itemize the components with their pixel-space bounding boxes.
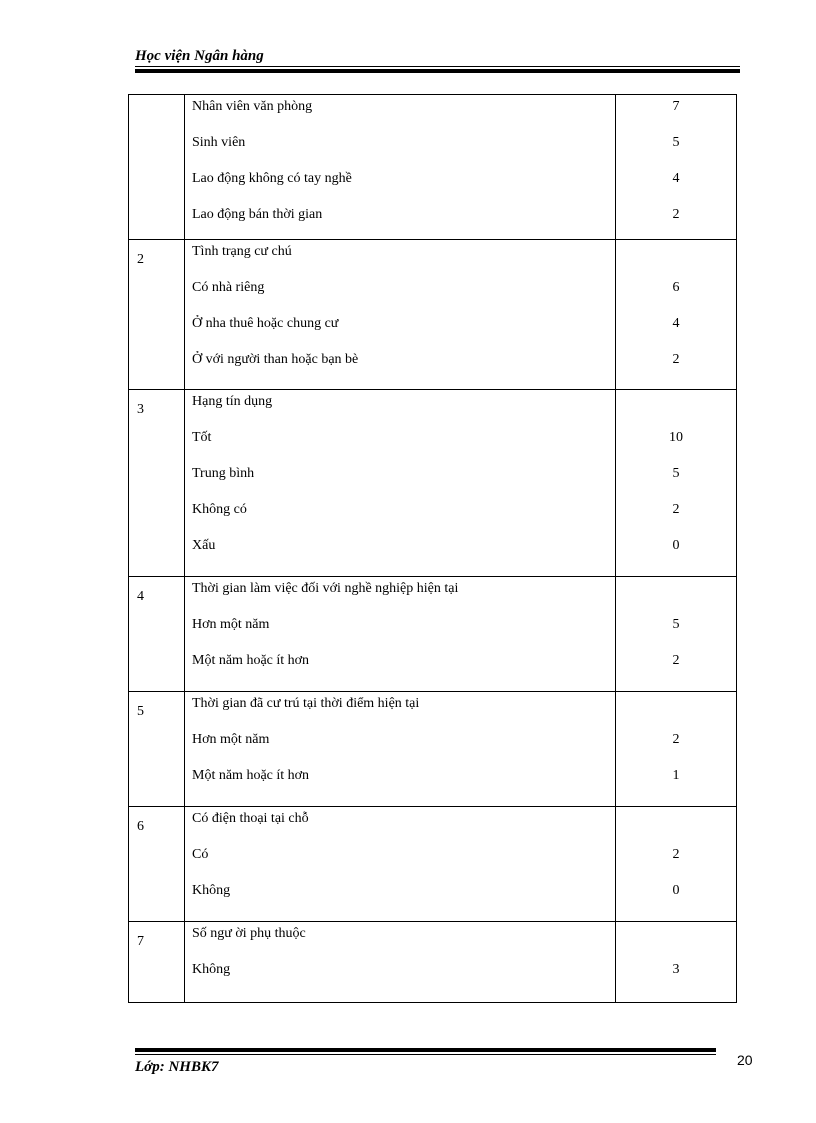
criterion-line: Sinh viên [192,135,246,150]
criterion-line: Trung bình [192,466,255,481]
score-value: 7 [672,99,680,114]
criterion-line: Hơn một năm [192,732,270,747]
score-value: 10 [669,430,683,445]
score-value [616,240,736,276]
criterion-line: Xấu [192,538,216,553]
table-row [129,577,737,692]
table-row [129,240,737,390]
score-value: 5 [672,466,680,481]
table-row [129,95,737,240]
score-value: 0 [672,538,680,553]
score-value: 2 [672,847,680,862]
score-cell [616,390,737,577]
criterion-line: Một năm hoặc ít hơn [192,768,310,783]
page-number: 20 [737,1052,753,1068]
score-value: 2 [672,732,680,747]
criterion-cell [185,240,616,390]
criterion-number: 3 [129,390,185,577]
criterion-line: Ở nha thuê hoặc chung cư [192,316,339,331]
criterion-line: Một năm hoặc ít hơn [192,653,310,668]
criterion-line: Thời gian làm việc đối với nghề nghiệp hiện tại [192,581,459,596]
criterion-number: 5 [129,692,185,807]
header-title: Học viện Ngân hàng [135,48,264,64]
header-rule [135,66,740,74]
criterion-line: Nhân viên văn phòng [192,99,313,114]
table-row [129,807,737,922]
score-cell [616,922,737,1003]
criterion-line: Không có [192,502,247,517]
criterion-cell [185,95,616,240]
scoring-table-body [129,95,737,1003]
criterion-line: Lao động không có tay nghề [192,171,352,186]
scoring-table [128,94,737,1003]
criterion-cell [185,692,616,807]
score-value [616,390,736,426]
score-value [616,692,736,728]
criterion-number: 2 [129,240,185,390]
table-row [129,692,737,807]
score-cell [616,240,737,390]
criterion-line: Có nhà riêng [192,280,265,295]
criterion-cell [185,922,616,1003]
score-cell [616,577,737,692]
header-rule-thick [135,69,740,73]
criterion-line: Có [192,847,209,862]
criterion-line: Ở với người than hoặc bạn bè [192,352,359,367]
score-value: 4 [672,171,680,186]
footer-class-label: Lớp: NHBK7 [135,1059,219,1075]
score-value: 2 [672,207,680,222]
criterion-number: 7 [129,922,185,1003]
criterion-line: Không [192,962,231,977]
criterion-line: Hơn một năm [192,617,270,632]
criterion-number: 4 [129,577,185,692]
criterion-line: Thời gian đã cư trú tại thời điểm hiện tại [192,696,420,711]
criterion-line: Lao động bán thời gian [192,207,323,222]
criterion-line: Hạng tín dụng [192,394,273,409]
score-value: 4 [672,316,680,331]
score-value [616,922,736,958]
criterion-line: Không [192,883,231,898]
criterion-number: 6 [129,807,185,922]
score-value: 5 [672,135,680,150]
score-value: 6 [672,280,680,295]
footer-rule [135,1048,716,1056]
table-row [129,922,737,1003]
score-cell [616,807,737,922]
score-value: 1 [672,768,680,783]
score-value [616,807,736,843]
criterion-line: Có điện thoại tại chỗ [192,811,309,826]
criterion-cell [185,577,616,692]
score-value: 3 [672,962,680,977]
criterion-line: Tình trạng cư chú [192,244,292,259]
footer-rule-thin [135,1054,716,1055]
criterion-cell [185,807,616,922]
score-cell [616,95,737,240]
criterion-line: Số ngư ời phụ thuộc [192,926,306,941]
score-value: 2 [672,352,680,367]
score-value: 2 [672,653,680,668]
criterion-cell [185,390,616,577]
footer-rule-thick [135,1048,716,1052]
score-value: 5 [672,617,680,632]
table-row [129,390,737,577]
criterion-line: Tốt [192,430,212,445]
criterion-number [129,95,185,240]
score-value: 2 [672,502,680,517]
score-value [616,577,736,613]
score-cell [616,692,737,807]
score-value: 0 [672,883,680,898]
header-rule-thin [135,66,740,67]
